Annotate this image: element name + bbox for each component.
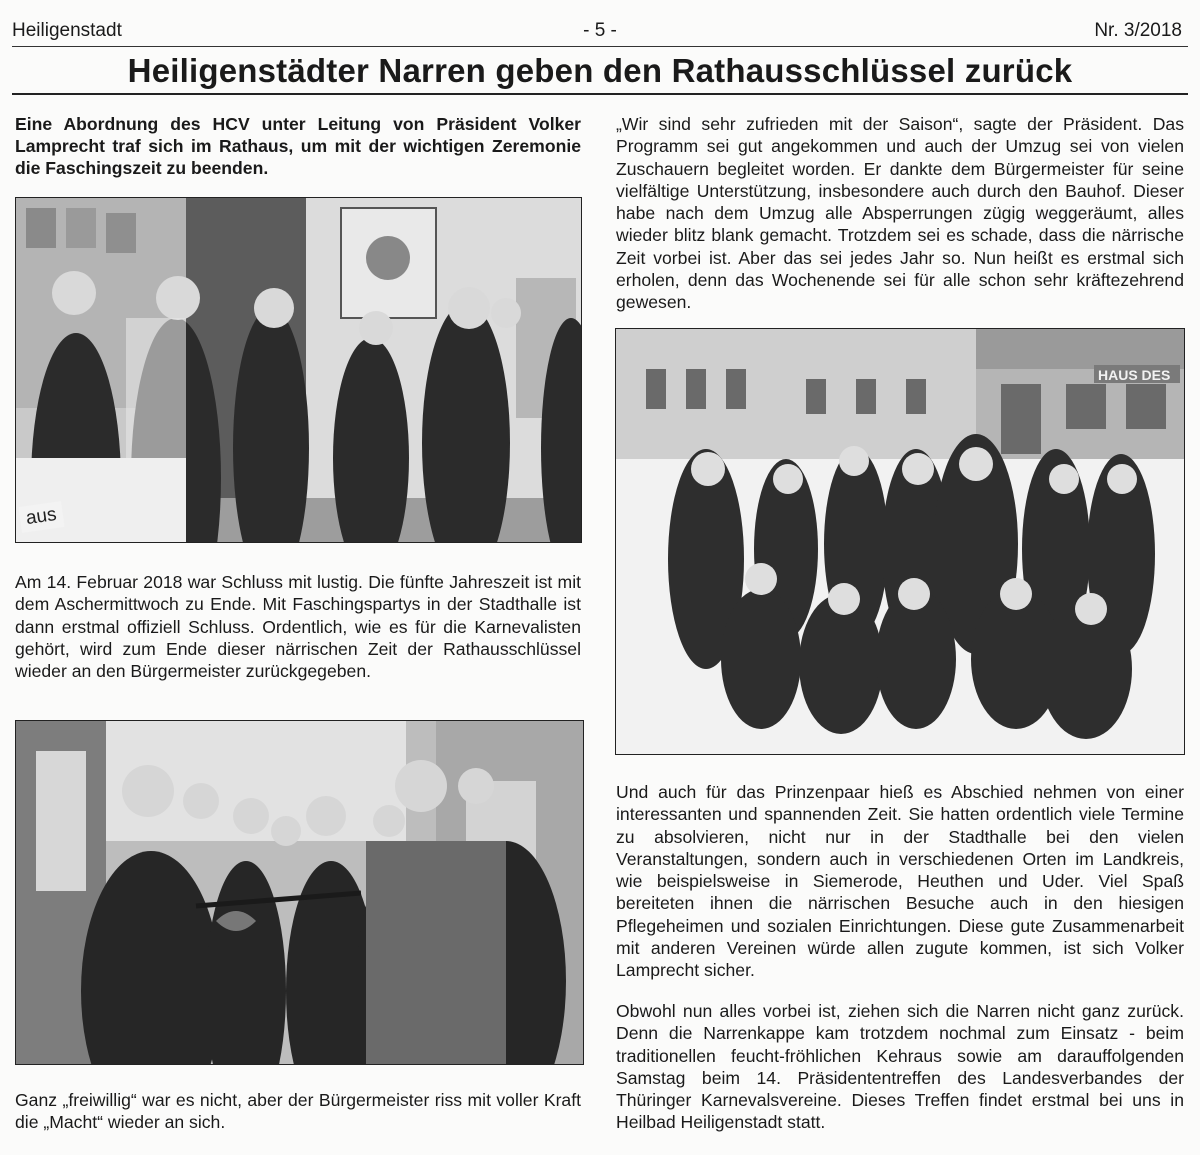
issue-number: Nr. 3/2018 bbox=[1094, 20, 1182, 41]
photo-3-sign-text: HAUS DES bbox=[1098, 367, 1171, 383]
photo-1-illustration bbox=[16, 198, 581, 542]
header-rule bbox=[12, 46, 1188, 47]
article-body-2: „Wir sind sehr zufrieden mit der Saison“, sagte der Präsident. Das Programm sei gut angekommen und auch der Umzug sei von vielen Zuschauern begleitet worden. Er dankte dem Bürgermeister für seine vielfältige Unterstützung, insbesondere auch durch den Bauhof. Dieser habe nach dem Umzug alle Absperrungen zügig weggeräumt, alles wieder blitz blank gemacht. Trotzdem sei es schade, dass die närrische Zeit vorbei ist. Aber das sei jedes Jahr so. Nun heißt es erstmal sich erholen, denn das Wochenende sei für alle schon sehr kräftezehrend gewesen. bbox=[616, 114, 1184, 313]
newspaper-city: Heiligenstadt bbox=[12, 20, 122, 41]
article-body-4: Obwohl nun alles vorbei ist, ziehen sich die Narren nicht ganz zurück. Denn die Narrenkappe kam trotzdem nochmal zum Einsatz - beim traditionellen feucht-fröhlichen Kehraus sowie am darauffolgenden Samstag beim 14. Präsidententreffen des Landesverbandes der Thüringer Karnevalsvereine. Dieses Treffen findet erstmal bei uns in Heilbad Heiligenstadt statt. bbox=[616, 1001, 1184, 1133]
photo-3-illustration bbox=[616, 329, 1184, 754]
article-body-1: Am 14. Februar 2018 war Schluss mit lustig. Die fünfte Jahreszeit ist mit dem Aschermittwoch zu Ende. Mit Faschingspartys in der Stadthalle ist dann erstmal offiziell Schluss. Ordentlich, wie es für die Karnevalisten gehört, wird zum Ende dieser närrischen Zeit der Rathausschlüssel wieder an den Bürgermeister zurückgegeben. bbox=[15, 572, 581, 682]
photo-2-caption: Ganz „freiwillig“ war es nicht, aber der Bürgermeister riss mit voller Kraft die „Macht“ wieder an sich. bbox=[15, 1090, 581, 1133]
article-lead: Eine Abordnung des HCV unter Leitung von Präsident Volker Lamprecht traf sich im Rathaus, um mit der wichtigen Zeremonie die Faschingszeit zu beenden. bbox=[15, 114, 581, 178]
title-rule bbox=[12, 93, 1188, 95]
photo-key-ceremony bbox=[15, 720, 584, 1065]
photo-2-illustration bbox=[16, 721, 583, 1064]
photo-1-overlay-text: aus bbox=[18, 501, 64, 533]
article-title: Heiligenstädter Narren geben den Rathausschlüssel zurück bbox=[127, 52, 1073, 89]
page-number: - 5 - bbox=[583, 20, 617, 41]
photo-prince-couple-group bbox=[615, 328, 1185, 755]
article-body-3: Und auch für das Prinzenpaar hieß es Abschied nehmen von einer interessanten und spannenden Zeit. Sie hatten ordentlich viele Termine zu absolvieren, nicht nur in der Stadthalle bei den vielen Veranstaltungen, sondern auch in verschiedenen Orten im Landkreis, wie beispielsweise in Siemerode, Heuthen und Uder. Viel Spaß bereiteten ihnen die närrischen Besuche auch in den hiesigen Pflegeheimen und sozialen Einrichtungen. Diese gute Zusammenarbeit mit anderen Vereinen würde allen zugute kommen, ist sich Volker Lamprecht sicher. bbox=[616, 782, 1184, 981]
photo-key-handover-group bbox=[15, 197, 582, 543]
